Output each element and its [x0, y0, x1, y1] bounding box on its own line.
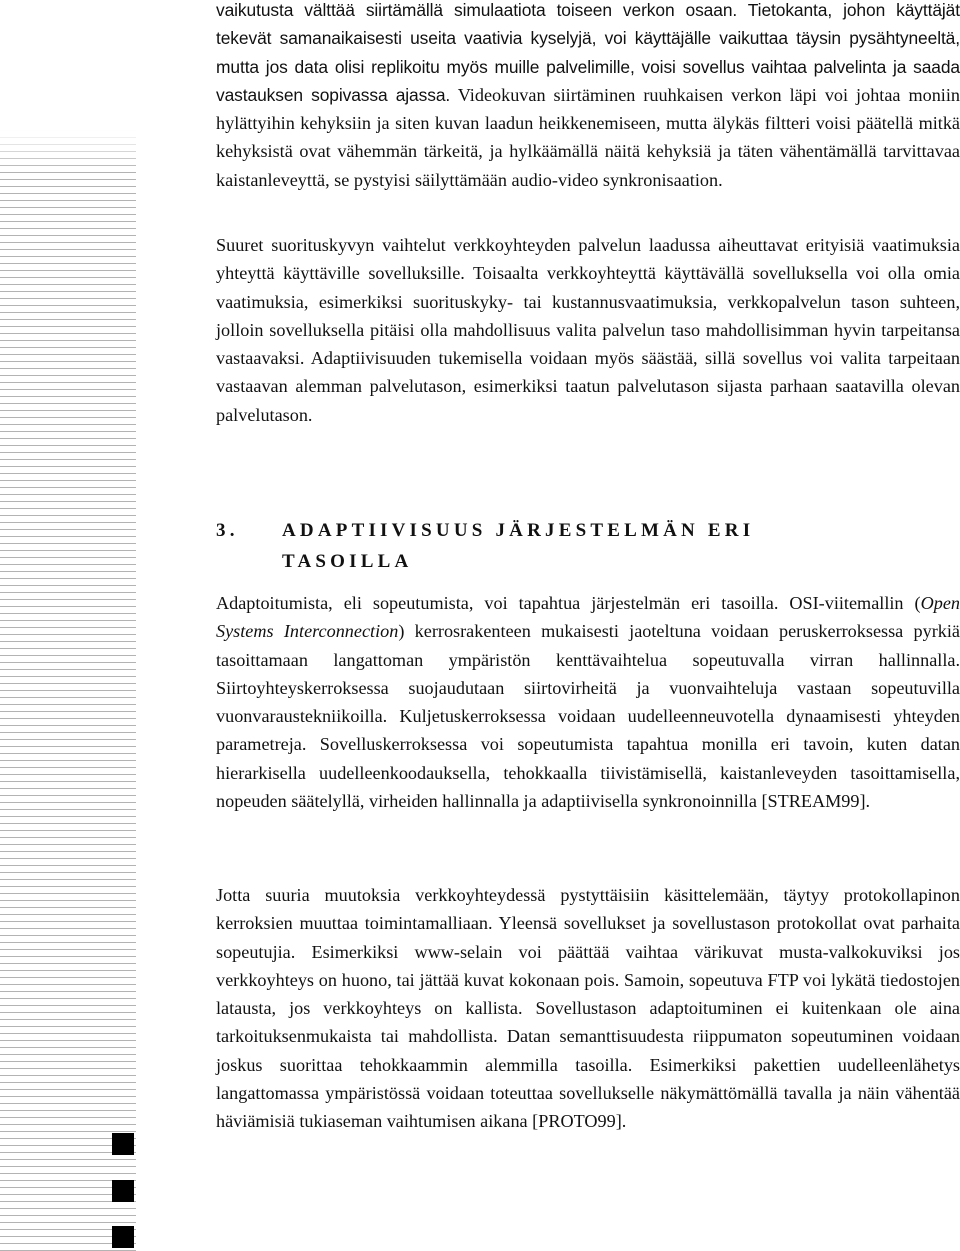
section-number: 3. — [216, 520, 239, 541]
paragraph-lead-sans: vaikutusta välttää siirtämällä simulaatiota toiseen verkon osaan. Tietokanta, johon käyttäjät tekevät samanaikaisesti useita vaativia kyselyjä, voi käyttäjälle vaikuttaa täysin pysähtyneeltä, mutta jos data olisi replikoitu myös muille palvelimille, voisi sovellus vaihtaa palvelinta ja saada vastauksen sopivassa ajassa. — [216, 0, 960, 105]
section-heading — [216, 515, 916, 577]
section-title-line2: TASOILLA — [282, 551, 413, 572]
margin-square-marker — [112, 1133, 134, 1155]
paragraph-rest-serif: Videokuvan siirtäminen ruuhkaisen verkon läpi voi johtaa moniin hylättyihin kehyksiin ja siten kuvan laadun heikkenemiseen, mutta älykäs filtteri voisi päätellä mitkä kehyksistä ovat vähemmän tärkeitä, ja hylkäämällä näitä kehyksiä ja täten vähentämällä tarvittavaa kaistanleveyttä, se pystyisi säilyttämään audio-video synkronisaation. — [216, 84, 960, 190]
osi-text-end: ) kerrosrakenteen mukaisesti jaoteltuna voidaan peruskerroksessa pyrkiä tasoittamaan langattoman ympäristön kenttävaihtelua sopeutuvalla virran hallinnalla. Siirtoyhteyskerroksessa suojaudutaan siirtovirheitä ja vuonvaihteluja vastaan sopeutuvilla vuonvaraustekniikoilla. Kuljetuskerroksessa voidaan uudelleenneuvotella dynaamisesti yhteyden parametreja. Sovelluskerroksessa voi sopeutumista tapahtua monilla eri tavoin, kuten datan hierarkisella uudelleenkoodauksella, tehokkaalla tiivistämisellä, kaistanleveyden tasoittamisella, nopeuden säätelyllä, virheiden hallinnalla ja adaptiivisella synkronoinnilla [STREAM99]. — [216, 621, 960, 812]
osi-italic-term: Open Systems Interconnection — [216, 593, 960, 642]
top-text-block — [216, 0, 960, 194]
margin-line-pattern — [0, 130, 136, 1251]
section-title-line1: ADAPTIIVISUUS JÄRJESTELMÄN ERI — [282, 520, 755, 541]
paragraph-simulation-video — [216, 0, 960, 194]
qos-text-block — [216, 231, 960, 429]
paragraph-osi-layers — [216, 589, 960, 815]
paragraph-qos-variation: Suuret suorituskyvyn vaihtelut verkkoyhteyden palvelun laadussa aiheuttavat erityisiä vaatimuksia yhteyttä käyttäville sovelluksille. Toisaalta verkkoyhteyttä käyttävällä sovelluksella voi olla omia vaatimuksia, esimerkiksi suorituskyky- tai kustannusvaatimuksia, verkkopalvelun tason suhteen, jolloin sovelluksella pitäisi olla mahdollisuus valita palvelun taso mahdollisimman hyvin tarpeitansa vastaavaksi. Adaptiivisuuden tukemisella voidaan myös säästää, sillä sovellus voi valita tarpeitaan vastaavan alemman palvelutason, esimerkiksi taatun palvelutason sijasta parhaan saatavilla olevan palvelutason. — [216, 235, 960, 425]
osi-text-block — [216, 589, 960, 815]
protocol-text-block — [216, 881, 960, 1136]
margin-square-marker — [112, 1180, 134, 1202]
margin-line-fade — [0, 130, 136, 170]
margin-square-marker — [112, 1226, 134, 1248]
osi-text-start: Adaptoitumista, eli sopeutumista, voi tapahtua järjestelmän eri tasoilla. OSI-viitemallin ( — [216, 593, 921, 613]
paragraph-protocol-stack: Jotta suuria muutoksia verkkoyhteydessä pystyttäisiin käsittelemään, täytyy protokollapinon kerroksien muuttaa toimintamalliaan. Yleensä sovellukset ja sovellustason protokollat ovat parhaita sopeutujia. Esimerkiksi www-selain voi päättää vaihtaa värikuvat musta-valkokuviksi jos verkkoyhteys on huono, tai jättää kuvat kokonaan pois. Samoin, sopeutuva FTP voi lykätä tiedostojen latausta, jos verkkoyhteys on kallista. Sovellustason adaptoituminen ei kuitenkaan ole aina tarkoituksenmukaista tai mahdollista. Datan semanttisuudesta riippumaton sopeutuminen voidaan joskus suorittaa tehokkaammin alemmilla tasoilla. Esimerkiksi pakettien uudelleenlähetys langattomassa ympäristössä voidaan toteuttaa sovellukselle näkymättömällä tavalla ja näin vähentää häviämisiä tukiaseman vaihtumisen aikana [PROTO99]. — [216, 885, 960, 1132]
